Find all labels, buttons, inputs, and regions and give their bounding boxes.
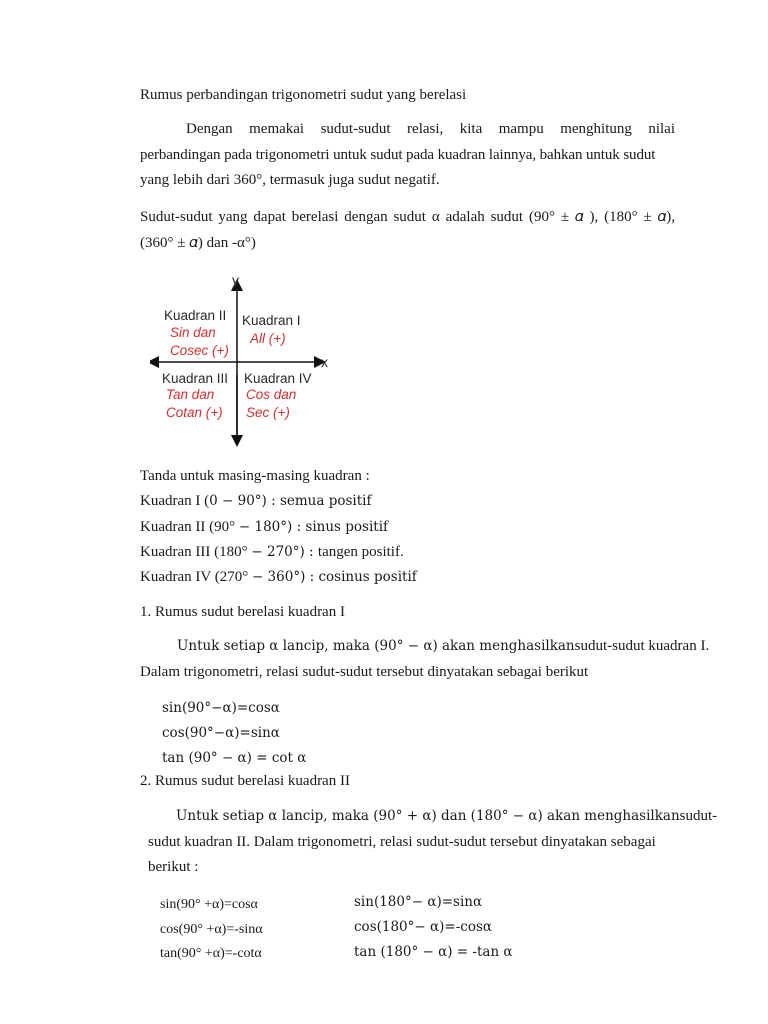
- sign-kuadran-1-range: 0 − 90°) : semua positif: [209, 493, 372, 509]
- sign-kuadran-1-label: Kuadran I (: [140, 493, 210, 509]
- quadrant-3-sign-2: Cotan (+): [166, 405, 223, 420]
- sign-kuadran-4: [140, 569, 417, 586]
- sign-kuadran-3: [140, 544, 404, 561]
- intro-text-1: Dengan memakai sudut-sudut relasi, kita mampu menghitung nilai: [186, 121, 675, 137]
- signs-heading: Tanda untuk masing-masing kuadran :: [140, 468, 370, 484]
- section-1-line-1: [140, 638, 710, 655]
- intro-line-1: [140, 121, 675, 138]
- relation-text-1: Sudut-sudut yang dapat berelasi dengan sudut α adalah sudut (90° ± 𝛼 ), (180° ± 𝛼),: [140, 209, 675, 225]
- section-2-formula-left-2: cos(90° +α)=-sinα: [160, 922, 263, 937]
- relation-line-2: (360° ± 𝛼) dan -α°): [140, 235, 256, 251]
- section-2-formula-right-1: sin(180°− α)=sinα: [354, 894, 483, 910]
- sign-kuadran-3-label: Kuadran III (180°: [140, 544, 252, 560]
- section-2-formula-right-3: tan (180° − α) = -tan α: [354, 944, 513, 960]
- section-2-text-a: Untuk setiap α lancip, maka (90° + α) dan (180° − α) akan menghasilkan: [176, 808, 680, 824]
- section-2-text-b: sudut-: [679, 808, 718, 824]
- sign-kuadran-3-text: tangen positif.: [317, 544, 404, 560]
- sign-kuadran-3-range: − 270°) :: [251, 544, 318, 560]
- section-1-formula-3: tan (90° − α) = cot α: [162, 750, 307, 766]
- intro-line-2: perbandingan pada trigonometri untuk sudut pada kuadran lainnya, bahkan untuk sudut: [140, 147, 656, 163]
- sign-kuadran-2-range: − 180°) : sinus positif: [238, 519, 389, 535]
- y-axis-label: y: [232, 272, 239, 288]
- quadrant-2-label: Kuadran II: [164, 308, 227, 323]
- section-2-line-1: [140, 808, 718, 825]
- quadrant-diagram: [150, 275, 350, 450]
- section-2-formula-left-3: tan(90° +α)=-cotα: [160, 946, 262, 961]
- sign-kuadran-4-label: Kuadran IV (270°: [140, 569, 252, 585]
- x-axis-label: x: [321, 354, 328, 370]
- section-1-formula-2: cos(90°−α)=sinα: [162, 725, 280, 741]
- section-1-formula-1: sin(90°−α)=cosα: [162, 700, 280, 716]
- section-1-text-b: sudut-sudut kuadran I.: [574, 638, 710, 654]
- relation-line-1: [140, 208, 675, 226]
- quadrant-2-sign-2: Cosec (+): [170, 343, 229, 358]
- section-2-line-2: sudut kuadran II. Dalam trigonometri, relasi sudut-sudut tersebut dinyatakan sebagai: [148, 834, 656, 850]
- quadrant-2-sign-1: Sin dan: [170, 325, 216, 340]
- quadrant-4-label: Kuadran IV: [244, 371, 312, 386]
- quadrant-3-label: Kuadran III: [162, 371, 229, 386]
- quadrant-4-sign-1: Cos dan: [246, 387, 297, 402]
- quadrant-1-sign: All (+): [250, 331, 286, 346]
- section-1-heading: 1. Rumus sudut berelasi kuadran I: [140, 604, 345, 620]
- sign-kuadran-2-label: Kuadran II (90°: [140, 519, 239, 535]
- sign-kuadran-4-range: − 360°) : cosinus positif: [251, 569, 417, 585]
- sign-kuadran-2: [140, 519, 388, 536]
- quadrant-1-label: Kuadran I: [242, 313, 301, 328]
- sign-kuadran-1: [140, 493, 371, 510]
- page-title: Rumus perbandingan trigonometri sudut yang berelasi: [140, 87, 467, 103]
- intro-line-3: yang lebih dari 360°, termasuk juga sudut negatif.: [140, 172, 440, 188]
- section-2-line-3: berikut :: [148, 859, 199, 875]
- section-1-line-2: Dalam trigonometri, relasi sudut-sudut tersebut dinyatakan sebagai berikut: [140, 664, 589, 680]
- section-2-formula-right-2: cos(180°− α)=-cosα: [354, 919, 492, 935]
- section-1-text-a: Untuk setiap α lancip, maka (90° − α) akan menghasilkan: [177, 638, 575, 654]
- section-2-formula-left-1: sin(90° +α)=cosα: [160, 897, 258, 912]
- section-2-heading: 2. Rumus sudut berelasi kuadran II: [140, 773, 350, 789]
- quadrant-3-sign-1: Tan dan: [166, 387, 215, 402]
- quadrant-4-sign-2: Sec (+): [246, 405, 290, 420]
